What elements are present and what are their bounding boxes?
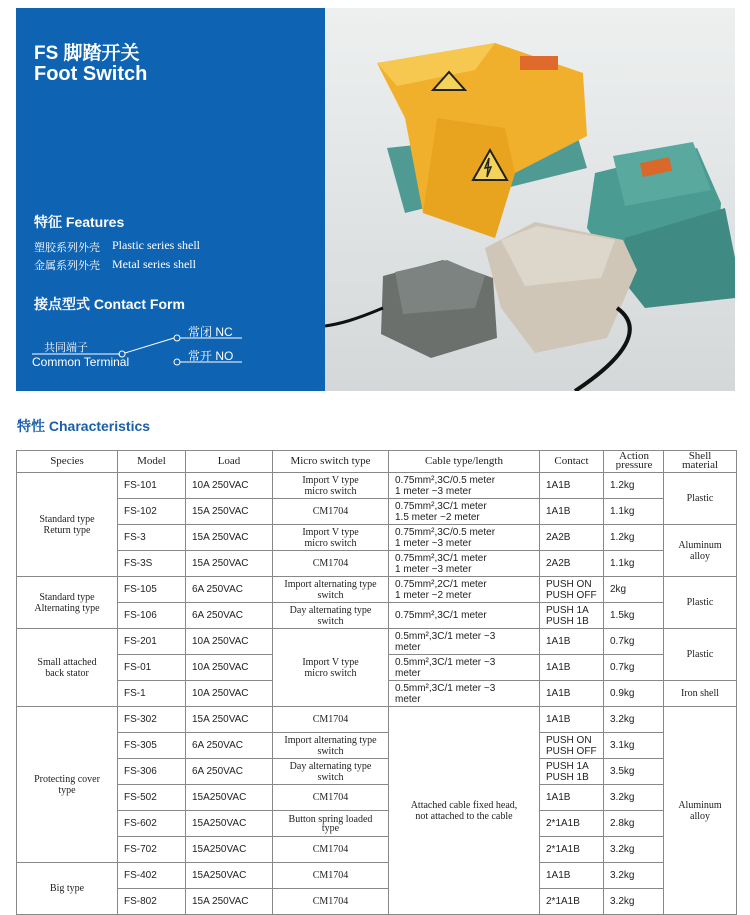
cable-cell: Attached cable fixed head, not attached to the cable [389, 707, 540, 915]
model-cell: FS-1 [118, 681, 186, 707]
micro-cell: CM1704 [273, 551, 389, 577]
pressure-cell: 3.2kg [604, 785, 664, 811]
load-cell: 10A 250VAC [186, 681, 273, 707]
shell-cell: Aluminum alloy [664, 707, 737, 915]
model-cell: FS-3 [118, 525, 186, 551]
species-cell: Protecting cover type [17, 707, 118, 863]
contact-cell: PUSH ON PUSH OFF [540, 577, 604, 603]
table-row [17, 707, 737, 733]
species-cell: Standard type Alternating type [17, 577, 118, 629]
contact-cell: PUSH ON PUSH OFF [540, 733, 604, 759]
contact-cell: 1A1B [540, 681, 604, 707]
table-row [17, 577, 737, 603]
pressure-cell: 2kg [604, 577, 664, 603]
pressure-cell: 0.9kg [604, 681, 664, 707]
nc-label: 常闭 NC [188, 325, 233, 339]
table-row [17, 785, 737, 811]
features-heading: 特征 Features [34, 214, 125, 230]
micro-cell: Import V type micro switch [273, 525, 389, 551]
micro-cell: Day alternating type switch [273, 759, 389, 785]
micro-cell: CM1704 [273, 499, 389, 525]
table-row [17, 811, 737, 837]
contact-cell: 2*1A1B [540, 889, 604, 915]
load-cell: 15A250VAC [186, 863, 273, 889]
load-cell: 10A 250VAC [186, 655, 273, 681]
cable-cell: 0.75mm²,2C/1 meter 1 meter ~2 meter [389, 577, 540, 603]
banner-info-panel [16, 8, 325, 391]
cable-cell: 0.75mm²,3C/0.5 meter 1 meter ~3 meter [389, 525, 540, 551]
header-model: Model [118, 451, 186, 473]
table-row [17, 759, 737, 785]
species-cell: Standard type Return type [17, 473, 118, 577]
load-cell: 15A 250VAC [186, 889, 273, 915]
table-row [17, 499, 737, 525]
contact-form-heading: 接点型式 Contact Form [34, 296, 185, 312]
load-cell: 15A250VAC [186, 811, 273, 837]
contact-cell: 2A2B [540, 525, 604, 551]
load-cell: 6A 250VAC [186, 759, 273, 785]
table-row [17, 837, 737, 863]
pressure-cell: 0.7kg [604, 629, 664, 655]
contact-cell: 1A1B [540, 863, 604, 889]
micro-cell: Import V type micro switch [273, 473, 389, 499]
pressure-cell: 3.2kg [604, 863, 664, 889]
species-cell: Big type [17, 863, 118, 915]
micro-cell: Button spring loaded type [273, 811, 389, 837]
table-row [17, 733, 737, 759]
load-cell: 6A 250VAC [186, 603, 273, 629]
load-cell: 15A 250VAC [186, 707, 273, 733]
model-cell: FS-306 [118, 759, 186, 785]
micro-cell: CM1704 [273, 785, 389, 811]
cable-cell: 0.75mm²,3C/1 meter [389, 603, 540, 629]
foot-switch-illustration [325, 8, 735, 391]
feature-cn-1: 塑胶系列外壳 [34, 242, 100, 254]
model-cell: FS-101 [118, 473, 186, 499]
micro-cell: Day alternating type switch [273, 603, 389, 629]
load-cell: 10A 250VAC [186, 629, 273, 655]
feature-en-1: Plastic series shell [112, 238, 200, 252]
pressure-cell: 3.2kg [604, 837, 664, 863]
cable-cell: 0.5mm²,3C/1 meter ~3 meter [389, 681, 540, 707]
load-cell: 15A250VAC [186, 837, 273, 863]
header-pressure: Action pressure [604, 451, 664, 473]
micro-cell: CM1704 [273, 863, 389, 889]
header-species: Species [17, 451, 118, 473]
model-cell: FS-305 [118, 733, 186, 759]
banner-title-en: Foot Switch [34, 63, 148, 85]
header-load: Load [186, 451, 273, 473]
model-cell: FS-106 [118, 603, 186, 629]
banner-title-cn: FS 脚踏开关 [34, 43, 140, 64]
contact-cell: 1A1B [540, 473, 604, 499]
shell-cell: Iron shell [664, 681, 737, 707]
shell-cell: Plastic [664, 629, 737, 681]
model-cell: FS-402 [118, 863, 186, 889]
pressure-cell: 1.2kg [604, 473, 664, 499]
cable-cell: 0.75mm²,3C/1 meter 1 meter ~3 meter [389, 551, 540, 577]
label-plate-icon [520, 56, 558, 70]
cable-cell: 0.5mm²,3C/1 meter ~3 meter [389, 629, 540, 655]
table-row [17, 603, 737, 629]
pressure-cell: 1.1kg [604, 551, 664, 577]
header-shell: Shell material [664, 451, 737, 473]
model-cell: FS-3S [118, 551, 186, 577]
pressure-cell: 0.7kg [604, 655, 664, 681]
table-row [17, 473, 737, 499]
pressure-cell: 2.8kg [604, 811, 664, 837]
load-cell: 6A 250VAC [186, 577, 273, 603]
pressure-cell: 1.2kg [604, 525, 664, 551]
micro-cell: CM1704 [273, 707, 389, 733]
model-cell: FS-302 [118, 707, 186, 733]
micro-cell: Import V type micro switch [273, 629, 389, 707]
pressure-cell: 3.5kg [604, 759, 664, 785]
contact-cell: 1A1B [540, 655, 604, 681]
contact-cell: PUSH 1A PUSH 1B [540, 603, 604, 629]
table-row [17, 525, 737, 551]
header-contact: Contact [540, 451, 604, 473]
micro-cell: CM1704 [273, 889, 389, 915]
model-cell: FS-105 [118, 577, 186, 603]
model-cell: FS-01 [118, 655, 186, 681]
pressure-cell: 3.2kg [604, 707, 664, 733]
common-terminal-cn: 共同端子 [44, 342, 88, 354]
shell-cell: Aluminum alloy [664, 525, 737, 577]
load-cell: 10A 250VAC [186, 473, 273, 499]
model-cell: FS-702 [118, 837, 186, 863]
contact-cell: PUSH 1A PUSH 1B [540, 759, 604, 785]
product-photo [325, 8, 735, 391]
model-cell: FS-102 [118, 499, 186, 525]
cable-cell: 0.75mm²,3C/1 meter 1.5 meter ~2 meter [389, 499, 540, 525]
table-row [17, 551, 737, 577]
feature-en-2: Metal series shell [112, 257, 196, 271]
load-cell: 15A 250VAC [186, 551, 273, 577]
contact-cell: 2A2B [540, 551, 604, 577]
shell-cell: Plastic [664, 577, 737, 629]
model-cell: FS-602 [118, 811, 186, 837]
pressure-cell: 3.1kg [604, 733, 664, 759]
characteristics-title: 特性 Characteristics [17, 418, 151, 434]
header-micro-switch: Micro switch type [273, 451, 389, 473]
load-cell: 15A 250VAC [186, 499, 273, 525]
contact-cell: 1A1B [540, 629, 604, 655]
load-cell: 15A250VAC [186, 785, 273, 811]
load-cell: 6A 250VAC [186, 733, 273, 759]
model-cell: FS-201 [118, 629, 186, 655]
contact-cell: 1A1B [540, 707, 604, 733]
contact-cell: 1A1B [540, 499, 604, 525]
table-header-row [17, 451, 737, 473]
contact-cell: 2*1A1B [540, 837, 604, 863]
micro-cell: Import alternating type switch [273, 577, 389, 603]
table-row [17, 629, 737, 655]
pressure-cell: 3.2kg [604, 889, 664, 915]
contact-cell: 2*1A1B [540, 811, 604, 837]
micro-cell: CM1704 [273, 837, 389, 863]
common-terminal-en: Common Terminal [32, 355, 130, 369]
table-row [17, 863, 737, 889]
shell-cell: Plastic [664, 473, 737, 525]
micro-cell: Import alternating type switch [273, 733, 389, 759]
model-cell: FS-802 [118, 889, 186, 915]
feature-cn-2: 金属系列外壳 [34, 260, 100, 272]
cable-cell: 0.75mm²,3C/0.5 meter 1 meter ~3 meter [389, 473, 540, 499]
table-row [17, 889, 737, 915]
product-banner [16, 8, 735, 391]
header-cable: Cable type/length [389, 451, 540, 473]
species-cell: Small attached back stator [17, 629, 118, 707]
contact-cell: 1A1B [540, 785, 604, 811]
pressure-cell: 1.1kg [604, 499, 664, 525]
cable-cell: 0.5mm²,3C/1 meter ~3 meter [389, 655, 540, 681]
characteristics-table [16, 450, 737, 915]
no-label: 常开 NO [188, 349, 234, 363]
load-cell: 15A 250VAC [186, 525, 273, 551]
pressure-cell: 1.5kg [604, 603, 664, 629]
model-cell: FS-502 [118, 785, 186, 811]
